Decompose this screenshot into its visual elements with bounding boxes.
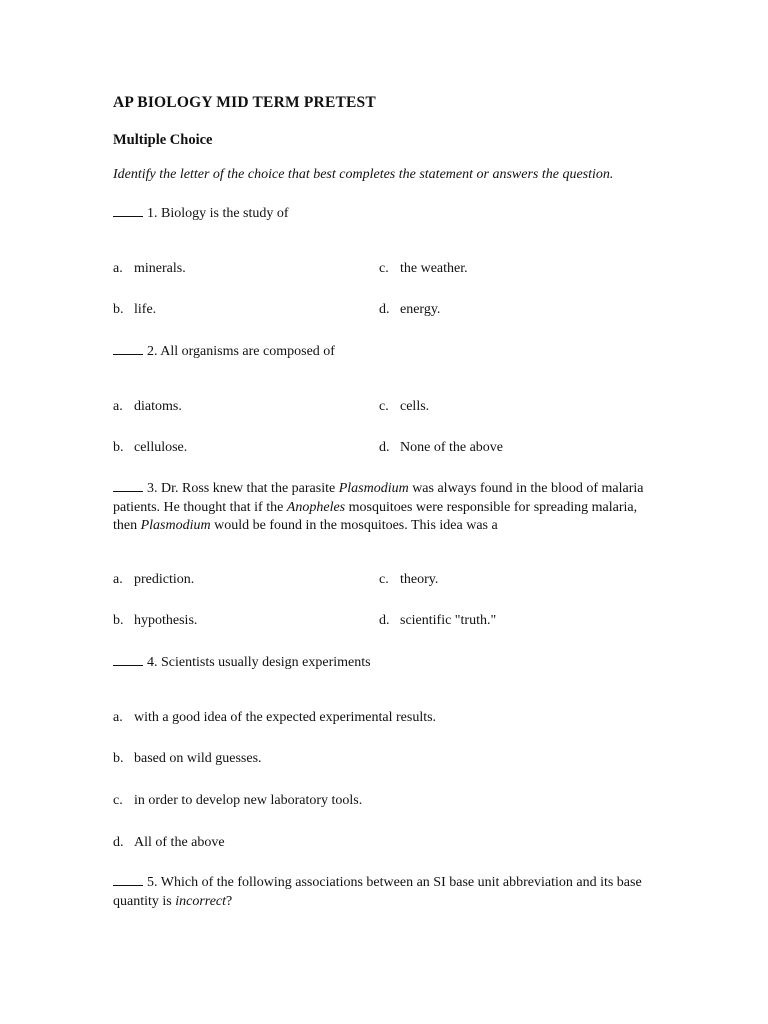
question-2	[113, 342, 653, 362]
answer-blank[interactable]	[113, 479, 143, 492]
choice-letter: b.	[113, 751, 124, 766]
question-text: Which of the following associations between an SI base unit abbreviation and its base quantity is	[113, 875, 642, 909]
choice-text: life.	[134, 302, 157, 317]
document-title: AP BIOLOGY MID TERM PRETEST	[113, 94, 376, 111]
choice-letter: d.	[113, 835, 124, 850]
question-5	[113, 873, 653, 911]
choice-text: scientific "truth."	[400, 613, 497, 628]
answer-blank[interactable]	[113, 204, 143, 217]
choice-letter: a.	[113, 710, 123, 725]
question-3	[113, 479, 653, 536]
choice-letter: c.	[113, 793, 123, 808]
choice-letter: c.	[379, 572, 389, 587]
section-title: Multiple Choice	[113, 132, 213, 148]
choice-text: the weather.	[400, 261, 468, 276]
question-text-italic: incorrect	[175, 893, 227, 909]
question-text: mosquitoes were responsible for spreading malaria, then	[113, 499, 638, 533]
choice-text: None of the above	[400, 440, 504, 455]
choice-letter: c.	[379, 261, 389, 276]
question-number: 2.	[147, 344, 158, 359]
question-number: 3.	[147, 481, 158, 496]
question-text: was always found in the blood of malaria patients. He thought that if the	[113, 481, 644, 515]
question-text: Dr. Ross knew that the parasite	[161, 481, 339, 496]
question-text-italic: Plasmodium	[140, 518, 211, 533]
answer-blank[interactable]	[113, 873, 143, 886]
question-1	[113, 204, 653, 224]
instructions-text: Identify the letter of the choice that best completes the statement or answers the question.	[113, 167, 614, 182]
choice-letter: d.	[379, 440, 390, 455]
choice-text: based on wild guesses.	[134, 751, 262, 766]
choice-letter: a.	[113, 399, 123, 414]
question-text: Scientists usually design experiments	[161, 655, 371, 670]
question-number: 1.	[147, 206, 158, 221]
question-text-italic: Anopheles	[286, 499, 346, 515]
choice-text: energy.	[400, 302, 441, 317]
question-text: ?	[226, 893, 233, 909]
choice-text: with a good idea of the expected experimental results.	[134, 710, 437, 725]
question-text: would be found in the mosquitoes. This idea was a	[210, 518, 498, 533]
choice-letter: a.	[113, 261, 123, 276]
choice-text: theory.	[400, 572, 439, 587]
choice-text: prediction.	[134, 572, 195, 587]
question-4	[113, 653, 653, 673]
choice-text: cellulose.	[134, 440, 188, 455]
answer-blank[interactable]	[113, 342, 143, 355]
choice-text: diatoms.	[134, 399, 182, 414]
choice-text: All of the above	[134, 835, 225, 850]
choice-letter: c.	[379, 399, 389, 414]
choice-text: cells.	[400, 399, 430, 414]
choice-letter: d.	[379, 613, 390, 628]
choice-text: minerals.	[134, 261, 186, 276]
choice-letter: b.	[113, 613, 124, 628]
question-number: 4.	[147, 655, 158, 670]
choice-letter: b.	[113, 440, 124, 455]
question-text: Biology is the study of	[161, 206, 289, 221]
choice-letter: b.	[113, 302, 124, 317]
choice-text: in order to develop new laboratory tools.	[134, 793, 363, 808]
choice-letter: d.	[379, 302, 390, 317]
question-number: 5.	[147, 875, 158, 890]
choice-text: hypothesis.	[134, 613, 198, 628]
answer-blank[interactable]	[113, 653, 143, 666]
choice-letter: a.	[113, 572, 123, 587]
question-text-italic: Plasmodium	[338, 481, 409, 496]
question-text: All organisms are composed of	[160, 344, 335, 359]
